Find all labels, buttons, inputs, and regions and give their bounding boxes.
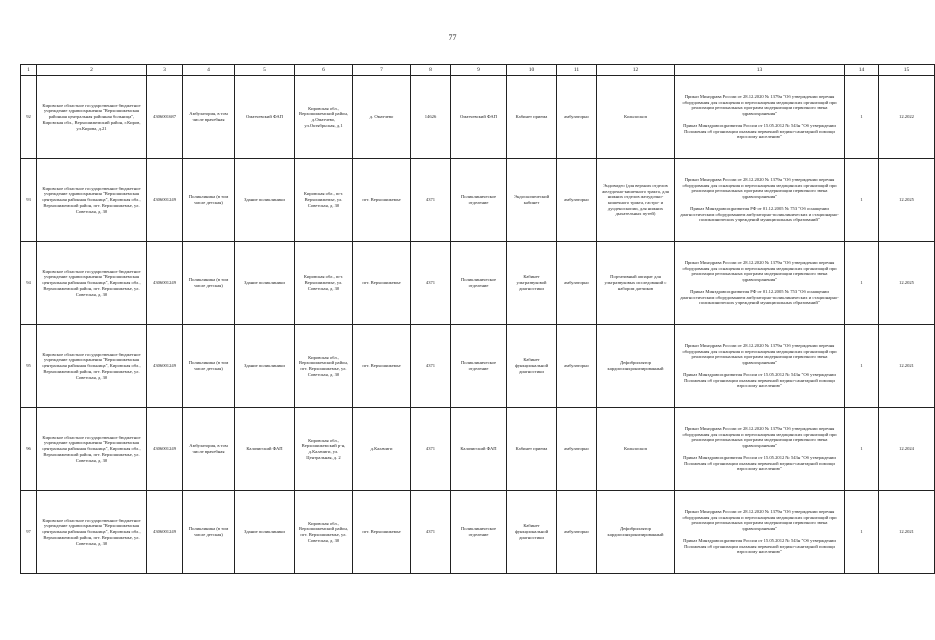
- unit-cell: Здание поликлиники: [235, 325, 295, 408]
- locality-cell: д.Калачиги: [353, 408, 411, 491]
- row-number-cell: 97: [21, 491, 37, 574]
- legal-basis-paragraph: Приказ Минздрава России от 28.12.2020 № 1379н "Об утверждении перечня оборудования для оснащения и переоснащения медицинских организаций при реализации региональных программ модернизации первичного звена здравоохранения": [682, 342, 837, 366]
- locality-cell: пгт. Верхошижемье: [353, 491, 411, 574]
- legal-basis-cell: [675, 325, 845, 408]
- inn-cell: 4306001249: [147, 408, 183, 491]
- locality-cell: пгт. Верхошижемье: [353, 159, 411, 242]
- legal-basis-paragraph: Приказ Минздрава России от 28.12.2020 № 1379н "Об утверждении перечня оборудования для оснащения и переоснащения медицинских организаций при реализации региональных программ модернизации первичного звена здравоохранения": [682, 176, 837, 200]
- organization-cell: Кировское областное государственное бюджетное учреждение здравоохранения "Верхошижемская центральная районная больница", Кировская обл., Верхошижемский район, пгт. Верхошижемье, ул. Советская, д. 30: [37, 159, 147, 242]
- care-form-cell: амбулаторно: [557, 76, 597, 159]
- equipment-cell: Дефибриллятор кардиосинхронизированный: [597, 325, 675, 408]
- equipment-cell: Эндовидео (для верхних отделов желудочно-кишечного тракта, для нижних отделов желудочно-кишечного тракта, гастро- и дуоденоскопии, для нижних дыхательных путей): [597, 159, 675, 242]
- locality-cell: пгт. Верхошижемье: [353, 242, 411, 325]
- unit-cell: Здание поликлиники: [235, 491, 295, 574]
- column-header: 3: [147, 65, 183, 76]
- address-cell: Кировская обл., Верхошижемский район, пгт. Верхошижемье, ул. Советская, д. 30: [295, 325, 353, 408]
- care-form-cell: амбулаторно: [557, 325, 597, 408]
- table-row: [21, 491, 935, 574]
- column-header: 10: [507, 65, 557, 76]
- legal-basis-paragraph: Приказ Минздравсоцразвития России от 15.05.2012 № 543н "Об утверждении Положения об организации оказания первичной медико-санитарной помощи взрослому населению": [683, 454, 836, 472]
- unit-cell: Калачигский ФАП: [235, 408, 295, 491]
- quantity-cell: 1: [845, 491, 879, 574]
- inn-cell: 4306001249: [147, 159, 183, 242]
- code-cell: 4371: [411, 242, 451, 325]
- organization-cell: Кировское областное государственное бюджетное учреждение здравоохранения "Верхошижемская центральная районная больница", Кировская обл., Верхошижемский район, пгт. Верхошижемье, ул. Советская, д. 30: [37, 325, 147, 408]
- address-cell: Кировская обл., Верхошижемский район, пгт. Верхошижемье, ул. Советская, д. 30: [295, 491, 353, 574]
- inn-cell: 4306001249: [147, 491, 183, 574]
- row-number-cell: 94: [21, 242, 37, 325]
- quantity-cell: 1: [845, 159, 879, 242]
- code-cell: 14626: [411, 76, 451, 159]
- column-header: 9: [451, 65, 507, 76]
- column-header: 1: [21, 65, 37, 76]
- care-form-cell: амбулаторно: [557, 242, 597, 325]
- column-header: 2: [37, 65, 147, 76]
- date-cell: 12.2025: [879, 159, 935, 242]
- equipment-cell: Кольпоскоп: [597, 76, 675, 159]
- legal-basis-paragraph: Приказ Минздрава России от 28.12.2020 № 1379н "Об утверждении перечня оборудования для оснащения и переоснащения медицинских организаций при реализации региональных программ модернизации первичного звена здравоохранения": [682, 508, 837, 532]
- table-row: [21, 76, 935, 159]
- organization-cell: Кировское областное государственное бюджетное учреждение здравоохранения "Верхошижемская центральная районная больница", Кировская обл., Верхошижемский район, пгт. Верхошижемье, ул. Советская, д. 30: [37, 242, 147, 325]
- room-cell: Кабинет ультразвуковой диагностики: [507, 242, 557, 325]
- department-cell: Поликлиническое отделение: [451, 491, 507, 574]
- column-header: 4: [183, 65, 235, 76]
- address-cell: Кировская обл., пгт. Верхошижемье, ул. Советская, д. 30: [295, 159, 353, 242]
- department-cell: Поликлиническое отделение: [451, 325, 507, 408]
- facility-type-cell: Поликлиника (в том числе детская): [183, 159, 235, 242]
- column-header: 13: [675, 65, 845, 76]
- room-cell: Кабинет функциональной диагностики: [507, 325, 557, 408]
- legal-basis-paragraph: Приказ Минздрава России от 28.12.2020 № 1379н "Об утверждении перечня оборудования для оснащения и переоснащения медицинских организаций при реализации региональных программ модернизации первичного звена здравоохранения": [682, 425, 837, 449]
- legal-basis-cell: [675, 76, 845, 159]
- inn-cell: 4306001249: [147, 325, 183, 408]
- room-cell: Кабинет приема: [507, 408, 557, 491]
- legal-basis-paragraph: Приказ Минздрава России от 28.12.2020 № 1379н "Об утверждении перечня оборудования для оснащения и переоснащения медицинских организаций при реализации региональных программ модернизации первичного звена здравоохранения": [682, 259, 837, 283]
- column-header: 7: [353, 65, 411, 76]
- room-cell: Кабинет функциональной диагностики: [507, 491, 557, 574]
- table-row: [21, 325, 935, 408]
- organization-cell: Кировское областное государственное бюджетное учреждение здравоохранения "Верхошижемская центральная районная больница", Кировская обл., Верхошижемский район, пгт. Верхошижемье, ул. Советская, д. 30: [37, 491, 147, 574]
- date-cell: 12.2021: [879, 325, 935, 408]
- facility-type-cell: Амбулатория, в том числе врачебная: [183, 408, 235, 491]
- table-body: [21, 76, 935, 574]
- room-cell: Эндоскопический кабинет: [507, 159, 557, 242]
- row-number-cell: 96: [21, 408, 37, 491]
- legal-basis-paragraph: Приказ Минздравсоцразвития России от 15.05.2012 № 543н "Об утверждении Положения об организации оказания первичной медико-санитарной помощи взрослому населению": [683, 122, 836, 140]
- care-form-cell: амбулаторно: [557, 408, 597, 491]
- locality-cell: д. Оматчево: [353, 76, 411, 159]
- department-cell: Оматчевский ФАП: [451, 76, 507, 159]
- legal-basis-cell: [675, 242, 845, 325]
- legal-basis-paragraph: Приказ Минздравсоцразвития России от 15.05.2012 № 543н "Об утверждении Положения об организации оказания первичной медико-санитарной помощи взрослому населению": [683, 371, 836, 389]
- legal-basis-paragraph: Приказ Минздрава России от 28.12.2020 № 1379н "Об утверждении перечня оборудования для оснащения и переоснащения медицинских организаций при реализации региональных программ модернизации первичного звена здравоохранения": [682, 93, 837, 117]
- legal-basis-cell: [675, 159, 845, 242]
- facility-type-cell: Амбулатория, в том числе врачебная: [183, 76, 235, 159]
- quantity-cell: 1: [845, 325, 879, 408]
- unit-cell: Оматчевский ФАП: [235, 76, 295, 159]
- column-header: 6: [295, 65, 353, 76]
- equipment-cell: Портативный аппарат для ультразвуковых исследований с набором датчиков: [597, 242, 675, 325]
- department-cell: Поликлиническое отделение: [451, 242, 507, 325]
- legal-basis-cell: [675, 408, 845, 491]
- table-row: [21, 242, 935, 325]
- code-cell: 4371: [411, 325, 451, 408]
- column-header: 5: [235, 65, 295, 76]
- quantity-cell: 1: [845, 242, 879, 325]
- legal-basis-cell: [675, 491, 845, 574]
- date-cell: 12.2021: [879, 491, 935, 574]
- table-row: [21, 159, 935, 242]
- column-header: 12: [597, 65, 675, 76]
- organization-cell: Кировское областное государственное бюджетное учреждение здравоохранения "Верхошижемская районная центральная районная больница", Кировская обл., Верхошижемский район, г.Киров, ул.Кирова, д.21: [37, 76, 147, 159]
- code-cell: 4371: [411, 408, 451, 491]
- date-cell: 12.2025: [879, 242, 935, 325]
- date-cell: 12.2024: [879, 408, 935, 491]
- inn-cell: 4306001687: [147, 76, 183, 159]
- legal-basis-paragraph: Приказ Минздравсоцразвития России от 15.05.2012 № 543н "Об утверждении Положения об организации оказания первичной медико-санитарной помощи взрослому населению": [683, 537, 836, 555]
- row-number-cell: 93: [21, 159, 37, 242]
- header-row: [21, 65, 935, 76]
- address-cell: Кировская обл., пгт. Верхошижемье, ул. Советская, д. 30: [295, 242, 353, 325]
- equipment-cell: Дефибриллятор кардиосинхронизированный: [597, 491, 675, 574]
- department-cell: Калачигский ФАП: [451, 408, 507, 491]
- code-cell: 4371: [411, 491, 451, 574]
- locality-cell: пгт. Верхошижемье: [353, 325, 411, 408]
- facility-type-cell: Поликлиника (в том числе детская): [183, 242, 235, 325]
- date-cell: 12.2022: [879, 76, 935, 159]
- page-number: 77: [448, 33, 457, 42]
- address-cell: Кировская обл., Верхошижемский р-н, д.Калачиги, ул. Центральная, д. 2: [295, 408, 353, 491]
- quantity-cell: 1: [845, 408, 879, 491]
- facility-type-cell: Поликлиника (в том числе детская): [183, 325, 235, 408]
- code-cell: 4371: [411, 159, 451, 242]
- row-number-cell: 92: [21, 76, 37, 159]
- column-header: 14: [845, 65, 879, 76]
- equipment-table: [20, 64, 935, 574]
- facility-type-cell: Поликлиника (в том числе детская): [183, 491, 235, 574]
- row-number-cell: 95: [21, 325, 37, 408]
- equipment-cell: Кольпоскоп: [597, 408, 675, 491]
- address-cell: Кировская обл., Верхошижемский район, д.Оматчево, ул.Октябрьская, д.1: [295, 76, 353, 159]
- unit-cell: Здание поликлиники: [235, 159, 295, 242]
- department-cell: Поликлиническое отделение: [451, 159, 507, 242]
- organization-cell: Кировское областное государственное бюджетное учреждение здравоохранения "Верхошижемская центральная районная больница", Кировская обл., Верхошижемский район, пгт. Верхошижемье, ул. Советская, д. 30: [37, 408, 147, 491]
- column-header: 15: [879, 65, 935, 76]
- room-cell: Кабинет приема: [507, 76, 557, 159]
- inn-cell: 4306001249: [147, 242, 183, 325]
- table-row: [21, 408, 935, 491]
- quantity-cell: 1: [845, 76, 879, 159]
- column-header: 11: [557, 65, 597, 76]
- care-form-cell: амбулаторно: [557, 491, 597, 574]
- legal-basis-paragraph: Приказ Минздравсоцразвития РФ от 01.12.2005 № 753 "Об оснащении диагностическим оборудованием амбулаторно-поликлинических и стационарно-поликлинических учреждений муниципальных образований": [680, 205, 839, 223]
- unit-cell: Здание поликлиники: [235, 242, 295, 325]
- legal-basis-paragraph: Приказ Минздравсоцразвития РФ от 01.12.2005 № 753 "Об оснащении диагностическим оборудованием амбулаторно-поликлинических и стационарно-поликлинических учреждений муниципальных образований": [680, 288, 839, 306]
- column-header: 8: [411, 65, 451, 76]
- care-form-cell: амбулаторно: [557, 159, 597, 242]
